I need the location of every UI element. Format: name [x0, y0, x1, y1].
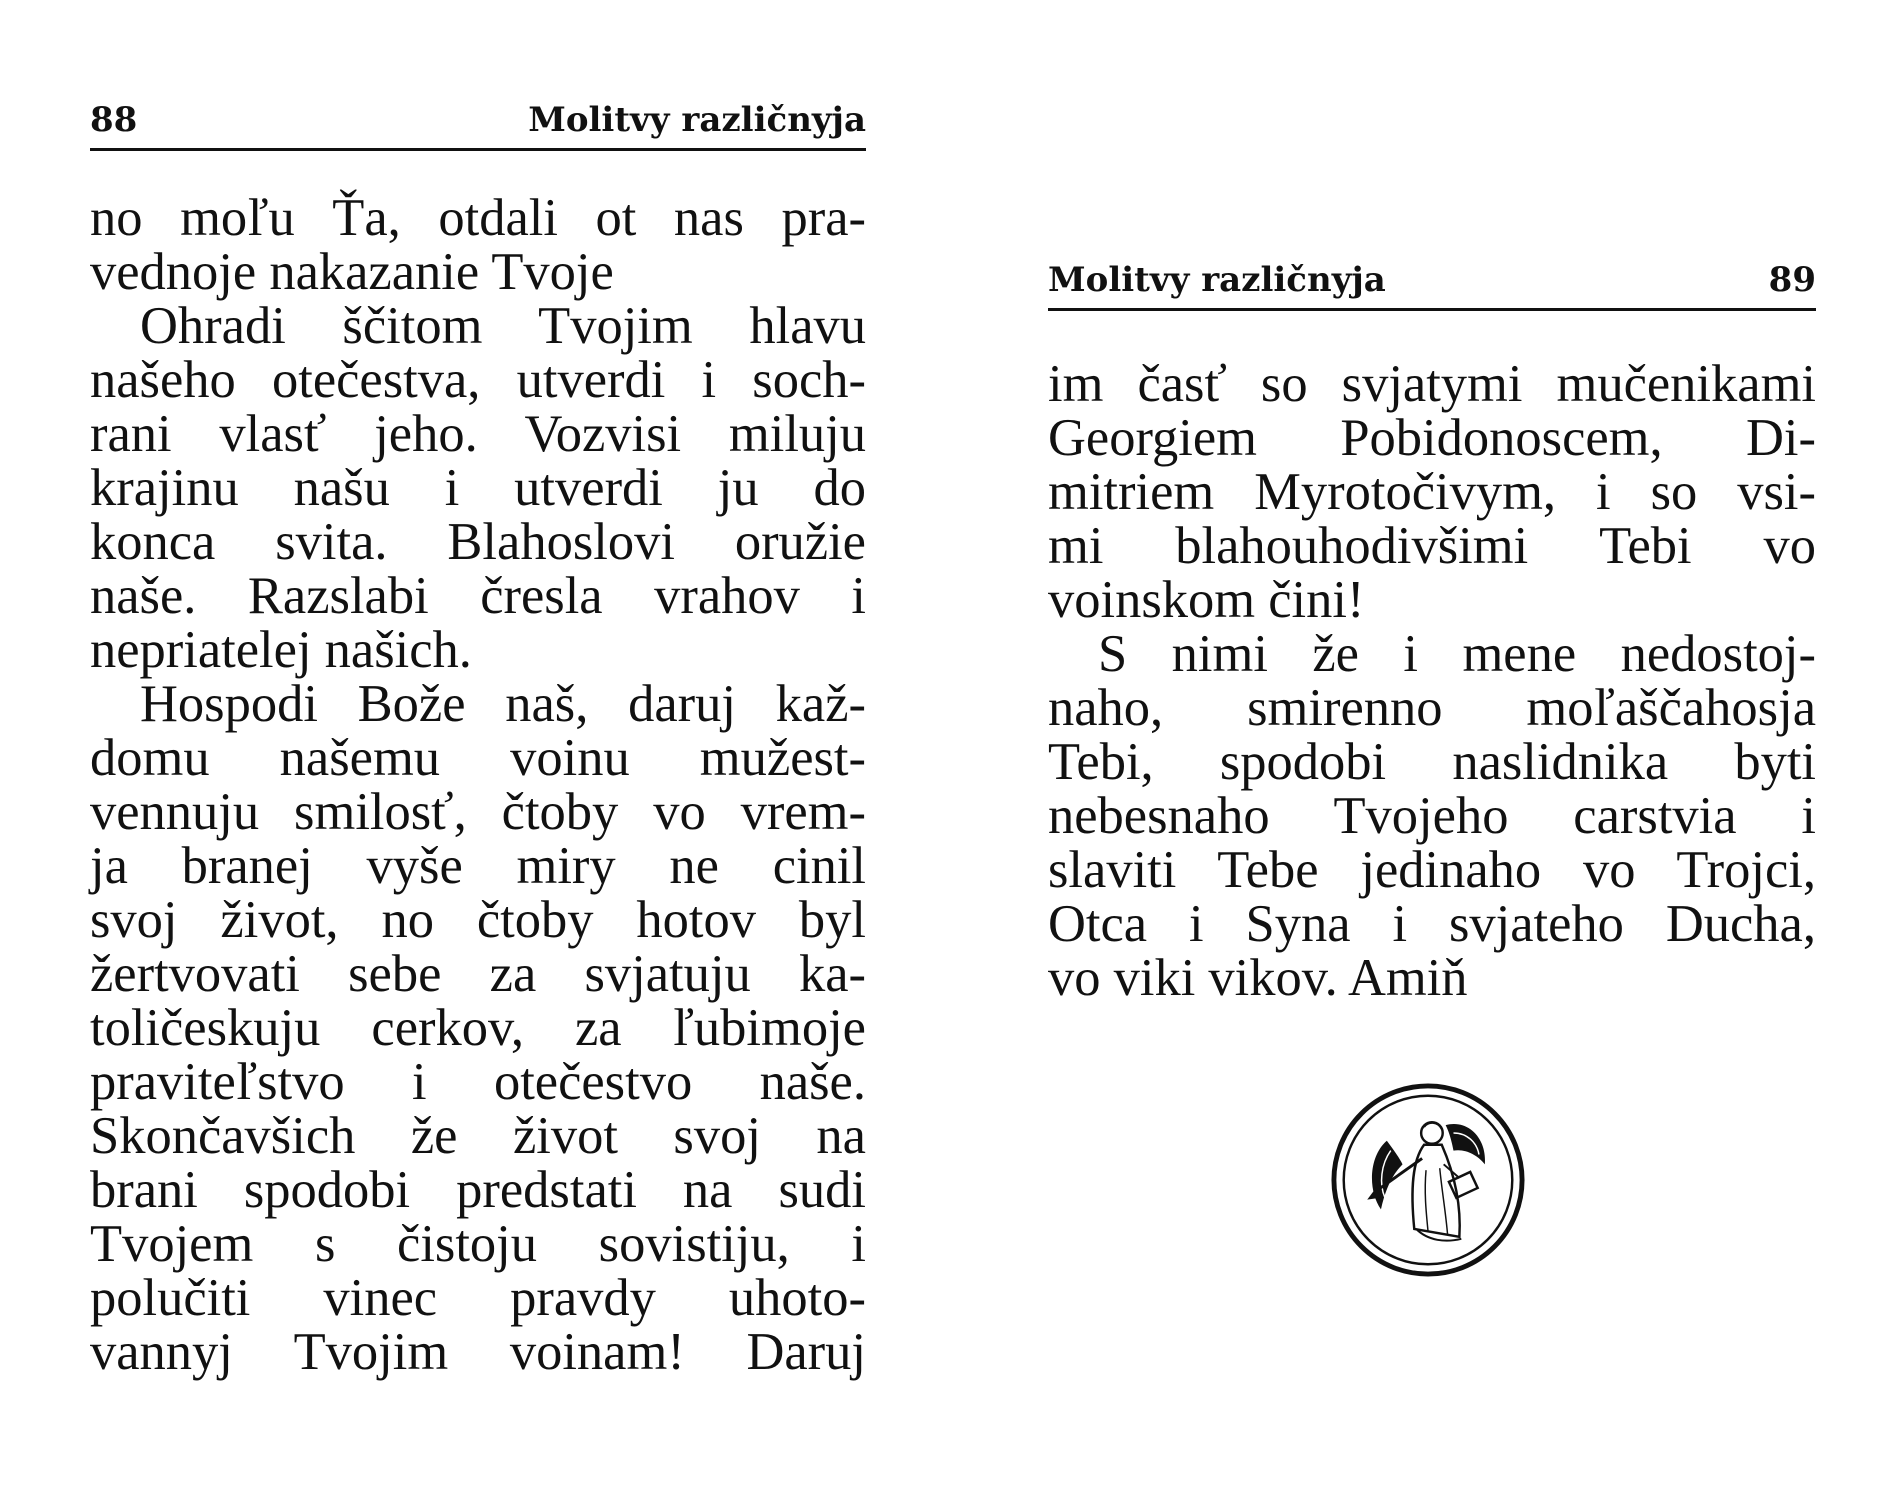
- text-line: svoj život, no čtoby hotov byl: [90, 891, 866, 949]
- text-line: praviteľstvo i otečestvo naše.: [90, 1053, 866, 1111]
- text-line: vednoje nakazanie Tvoje: [90, 243, 614, 301]
- text-line: nepriatelej našich.: [90, 621, 472, 679]
- text-line: Ohradi ščitom Tvojim hlavu: [140, 297, 866, 355]
- text-line: Hospodi Bože naš, daruj kaž-: [140, 675, 866, 733]
- left-body-text: [90, 191, 866, 1379]
- text-line: naše. Razslabi čresla vrahov i: [90, 567, 866, 625]
- text-line: ja branej vyše miry ne cinil: [90, 837, 866, 895]
- text-line: Otca i Syna i svjateho Ducha,: [1048, 895, 1816, 953]
- text-line: Tebi, spodobi naslidnika byti: [1048, 733, 1816, 791]
- text-line: Skončavšich že život svoj na: [90, 1107, 866, 1165]
- left-page-number: 88: [90, 100, 138, 140]
- right-running-title: Molitvy različnyja: [1048, 260, 1386, 300]
- text-line: nebesnaho Tvojeho carstvia i: [1048, 787, 1816, 845]
- text-line: Tvojem s čistoju sovistiju, i: [90, 1215, 866, 1273]
- text-line: S nimi že i mene nedostoj-: [1098, 625, 1816, 683]
- text-line: mi blahouhodivšimi Tebi vo: [1048, 517, 1816, 575]
- right-running-head: [1048, 260, 1816, 311]
- text-line: našeho otečestva, utverdi i soch-: [90, 351, 866, 409]
- text-line: voinskom čini!: [1048, 571, 1365, 629]
- text-line: krajinu našu i utverdi ju do: [90, 459, 866, 517]
- text-line: brani spodobi predstati na sudi: [90, 1161, 866, 1219]
- left-page: [90, 100, 866, 1379]
- text-line: domu našemu voinu mužest-: [90, 729, 866, 787]
- text-line: konca svita. Blahoslovi oružie: [90, 513, 866, 571]
- right-page: [1048, 260, 1816, 1005]
- text-line: Georgiem Pobidonoscem, Di-: [1048, 409, 1816, 467]
- text-line: vo viki vikov. Amiň: [1048, 949, 1468, 1007]
- text-line: vennuju smilosť, čtoby vo vrem-: [90, 783, 866, 841]
- text-line: slaviti Tebe jedinaho vo Trojci,: [1048, 841, 1816, 899]
- left-running-head: [90, 100, 866, 151]
- right-page-number: 89: [1768, 260, 1816, 300]
- angel-with-trumpet-emblem-icon: [1330, 1082, 1526, 1278]
- text-line: no moľu Ťa, otdali ot nas pra-: [90, 189, 866, 247]
- text-line: vannyj Tvojim voinam! Daruj: [90, 1323, 866, 1381]
- text-line: polučiti vinec pravdy uhoto-: [90, 1269, 866, 1327]
- text-line: naho, smirenno moľaščahosja: [1048, 679, 1816, 737]
- text-line: mitriem Myrotočivym, i so vsi-: [1048, 463, 1816, 521]
- text-line: im časť so svjatymi mučenikami: [1048, 355, 1816, 413]
- left-running-title: Molitvy različnyja: [528, 100, 866, 140]
- text-line: rani vlasť jeho. Vozvisi miluju: [90, 405, 866, 463]
- right-body-text: [1048, 357, 1816, 1005]
- text-line: toličeskuju cerkov, za ľubimoje: [90, 999, 866, 1057]
- text-line: žertvovati sebe za svjatuju ka-: [90, 945, 866, 1003]
